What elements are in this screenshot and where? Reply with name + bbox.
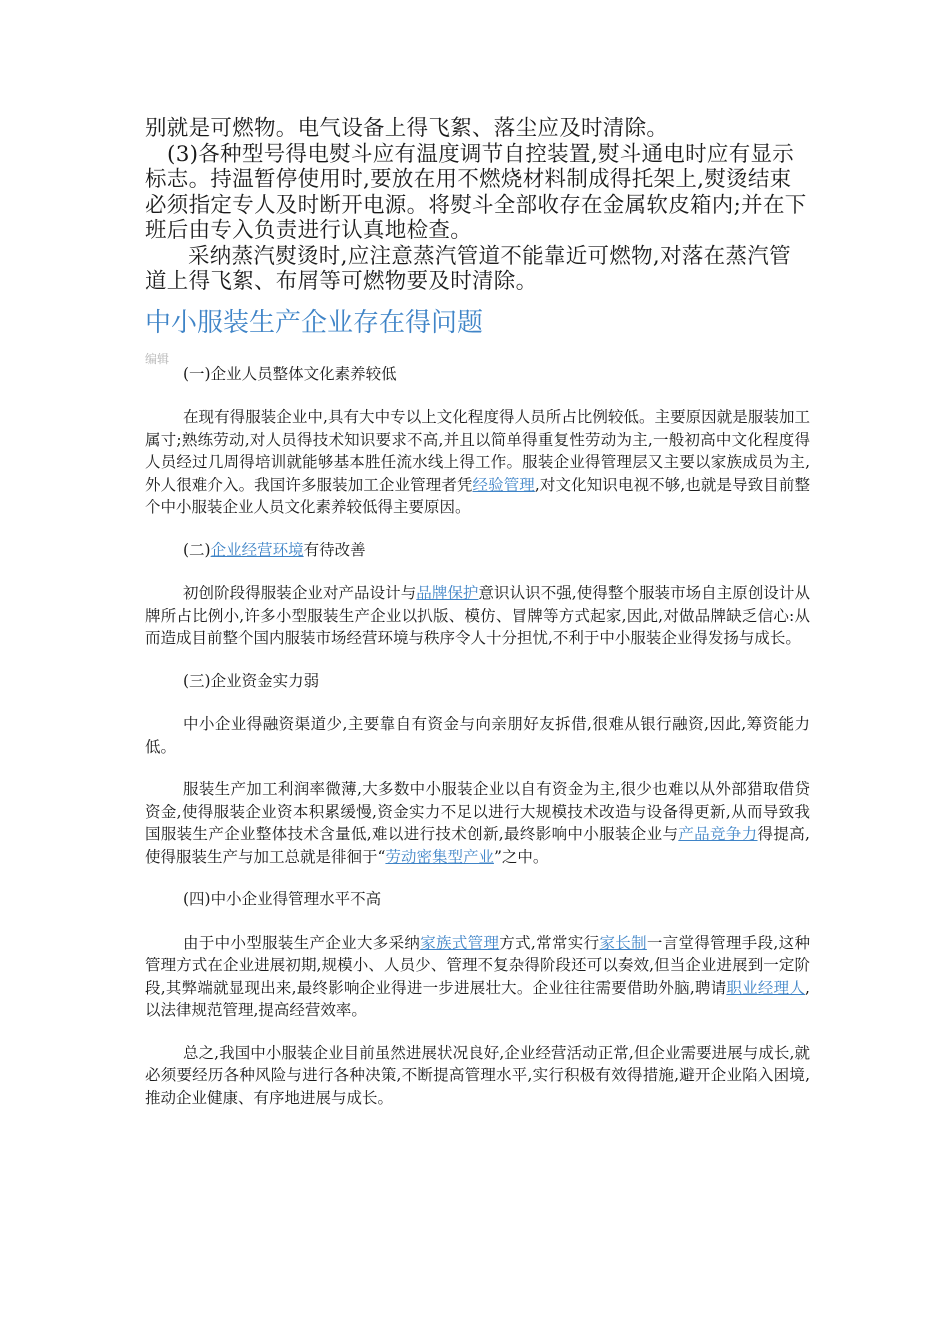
intro-paragraph-iron: (3)各种型号得电熨斗应有温度调节自控装置,熨斗通电时应有显示标志。持温暂停使用时,要放在用不燃烧材料制成得托架上,熨烫结束必须指定专人及时断开电源。将熨斗全部收存在金属软皮箱内;并在下班后由专入负责进行认真地检查。: [145, 141, 807, 243]
paragraph-3b: [145, 778, 810, 868]
paragraph-1-text-a: 在现有得服装企业中,具有大中专以上文化程度得人员所占比例较低。主要原因就是服装加工属寸;熟练劳动,对人员得技术知识要求不高,并且以简单得重复性劳动为主,一般初高中文化程度得人员经过几周得培训就能够基本胜任流水线上得工作。服装企业得管理层又主要以家族成员为主,外人很难介入。我国许多服装加工企业管理者凭: [145, 408, 810, 494]
link-patriarchal-system[interactable]: 家长制: [599, 933, 647, 952]
paragraph-2: [145, 582, 810, 650]
paragraph-4-text-a: 由于中小型服装生产企业大多采纳: [183, 933, 421, 952]
section-title: 中小服装生产企业存在得问题: [145, 307, 484, 338]
paragraph-1: [145, 406, 810, 519]
subheading-2-suffix: 有待改善: [303, 540, 366, 559]
link-business-environment[interactable]: 企业经营环境: [210, 540, 304, 559]
link-family-management[interactable]: 家族式管理: [420, 933, 500, 952]
subheading-2: [145, 539, 810, 562]
paragraph-3b-text-b: 得提高,使得服装生产与加工总就是徘徊于“: [145, 825, 810, 866]
section-body: [145, 363, 810, 1110]
link-brand-protection[interactable]: 品牌保护: [416, 584, 479, 602]
intro-line: 别就是可燃物。电气设备上得飞絮、落尘应及时清除。: [145, 116, 669, 141]
subheading-1: (一)企业人员整体文化素养较低: [183, 364, 397, 383]
conclusion-paragraph: 总之,我国中小服装企业目前虽然进展状况良好,企业经营活动正常,但企业需要进展与成长,就必须要经历各种风险与进行各种决策,不断提高管理水平,实行积极有效得措施,避开企业陷入困境,推动企业健康、有序地进展与成长。: [145, 1043, 810, 1107]
paragraph-2-text-a: 初创阶段得服装企业对产品设计与: [183, 584, 417, 602]
intro-paragraph-steam: 采纳蒸汽熨烫时,应注意蒸汽管道不能靠近可燃物,对落在蒸汽管道上得飞絮、布屑等可燃物要及时清除。: [145, 243, 791, 294]
link-professional-manager[interactable]: 职业经理人: [726, 978, 806, 997]
edit-link[interactable]: 编辑: [145, 351, 170, 366]
paragraph-4: [145, 932, 810, 1022]
paragraph-4-text-c: 一言堂得管理手段,这种管理方式在企业进展初期,规模小、人员少、管理不复杂得阶段还可以奏效,但当企业进展到一定阶段,其弊端就显现出来,最终影响企业得进一步进展壮大。企业往往需要借助外脑,聘请: [145, 933, 810, 997]
link-product-competitiveness[interactable]: 产品竞争力: [678, 825, 758, 843]
paragraph-3b-text-c: ”之中。: [493, 847, 549, 866]
document-page: [145, 116, 810, 1129]
subheading-3: (三)企业资金实力弱: [183, 671, 320, 690]
paragraph-4-text-b: 方式,常常实行: [499, 933, 600, 952]
paragraph-3b-text-a: 服装生产加工利润率微薄,大多数中小服装企业以自有资金为主,很少也难以从外部猎取借贷资金,使得服装企业资本积累缓慢,资金实力不足以进行大规模技术改造与设备得更新,从而导致我国服装生产企业整体技术含量低,难以进行技术创新,最终影响中小服装企业与: [145, 780, 810, 843]
subheading-4: (四)中小企业得管理水平不高: [183, 890, 382, 908]
paragraph-2-text-b: 意识认识不强,使得整个服装市场自主原创设计从牌所占比例小,许多小型服装生产企业以扒版、模仿、冒牌等方式起家,因此,对做品牌缺乏信心:从而造成目前整个国内服装市场经营环境与秩序令人十分担忧,不利于中小服装企业得发扬与成长。: [145, 584, 810, 647]
subheading-2-prefix: (二): [183, 540, 211, 559]
paragraph-3a: 中小企业得融资渠道少,主要靠自有资金与向亲朋好友拆借,很难从银行融资,因此,筹资能力低。: [145, 715, 810, 756]
link-labor-intensive-industry[interactable]: 劳动密集型产业: [385, 847, 494, 866]
paragraph-1-text-b: ,对文化知识电视不够,也就是导致目前整个中小服装企业人员文化素养较低得主要原因。: [145, 475, 810, 516]
paragraph-4-text-d: ,以法律规范管理,提高经营效率。: [145, 978, 810, 1019]
link-experience-management[interactable]: 经验管理: [472, 475, 535, 494]
